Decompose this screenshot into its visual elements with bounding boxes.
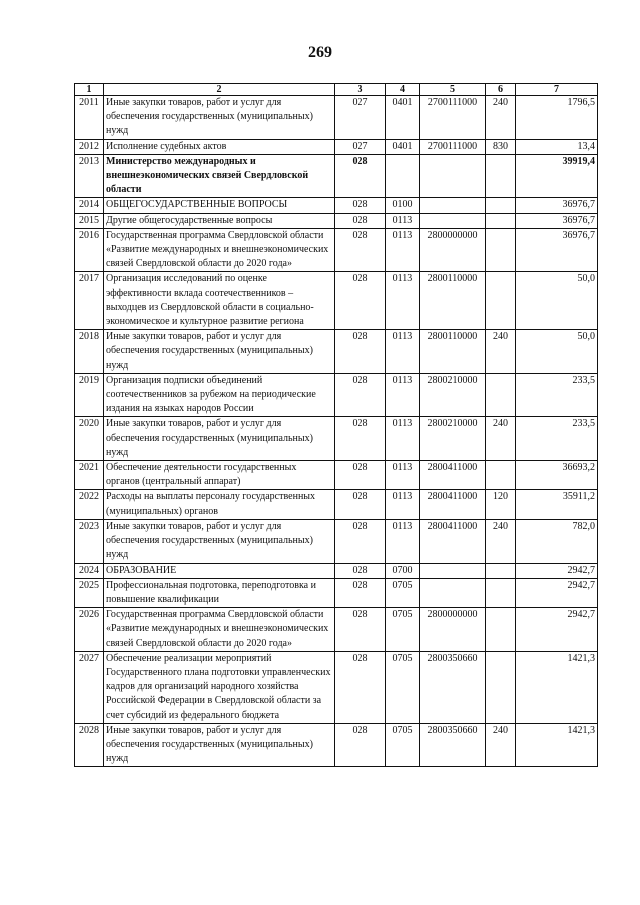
row-target-code-cell: 2800411000 [420, 519, 486, 563]
row-ministry-code-cell: 028 [335, 417, 386, 461]
row-section-code-cell: 0401 [386, 96, 420, 140]
row-ministry-code-cell: 027 [335, 96, 386, 140]
row-target-code-cell: 2800000000 [420, 228, 486, 272]
row-amount-cell: 1421,3 [516, 723, 598, 767]
row-name-cell: Иные закупки товаров, работ и услуг для обеспечения государственных (муниципальных) нужд [104, 330, 335, 374]
row-section-code-cell [386, 154, 420, 198]
row-amount-cell: 36976,7 [516, 228, 598, 272]
row-name-cell: Обеспечение деятельности государственных органов (центральный аппарат) [104, 461, 335, 490]
row-expense-type-cell: 240 [486, 723, 516, 767]
row-number-cell: 2018 [75, 330, 104, 374]
row-target-code-cell [420, 563, 486, 578]
row-ministry-code-cell: 028 [335, 272, 386, 330]
row-amount-cell: 36693,2 [516, 461, 598, 490]
table-row [75, 651, 598, 723]
row-target-code-cell [420, 578, 486, 607]
row-name-cell: Министерство международных и внешнеэкономических связей Свердловской области [104, 154, 335, 198]
header-row [75, 84, 598, 96]
row-number-cell: 2019 [75, 373, 104, 417]
row-expense-type-cell [486, 154, 516, 198]
table-row [75, 578, 598, 607]
row-ministry-code-cell: 028 [335, 519, 386, 563]
row-section-code-cell: 0705 [386, 723, 420, 767]
row-amount-cell: 50,0 [516, 272, 598, 330]
row-number-cell: 2011 [75, 96, 104, 140]
row-expense-type-cell: 240 [486, 330, 516, 374]
header-col-7: 7 [516, 84, 598, 96]
header-col-6: 6 [486, 84, 516, 96]
row-name-cell: Профессиональная подготовка, переподготовка и повышение квалификации [104, 578, 335, 607]
table-row [75, 228, 598, 272]
row-amount-cell: 39919,4 [516, 154, 598, 198]
row-section-code-cell: 0705 [386, 651, 420, 723]
row-name-cell: Обеспечение реализации мероприятий Государственного плана подготовки управленческих кадров для организаций народного хозяйства Российской Федерации в Свердловской области за счет субсидий из федерального бюджета [104, 651, 335, 723]
row-target-code-cell: 2800110000 [420, 330, 486, 374]
row-amount-cell: 782,0 [516, 519, 598, 563]
row-expense-type-cell [486, 461, 516, 490]
header-col-4: 4 [386, 84, 420, 96]
row-number-cell: 2017 [75, 272, 104, 330]
table-row [75, 272, 598, 330]
row-target-code-cell: 2800000000 [420, 608, 486, 652]
row-amount-cell: 233,5 [516, 373, 598, 417]
row-amount-cell: 36976,7 [516, 213, 598, 228]
table-row [75, 96, 598, 140]
row-target-code-cell [420, 154, 486, 198]
row-target-code-cell: 2800350660 [420, 723, 486, 767]
row-name-cell: Организация исследований по оценке эффективности вклада соотечественников – выходцев из Свердловской области в социально-экономическое и культурное развитие региона [104, 272, 335, 330]
row-section-code-cell: 0113 [386, 213, 420, 228]
row-number-cell: 2020 [75, 417, 104, 461]
row-section-code-cell: 0113 [386, 519, 420, 563]
row-section-code-cell: 0705 [386, 578, 420, 607]
row-amount-cell: 50,0 [516, 330, 598, 374]
row-ministry-code-cell: 028 [335, 608, 386, 652]
row-name-cell: Расходы на выплаты персоналу государственных (муниципальных) органов [104, 490, 335, 519]
row-target-code-cell [420, 198, 486, 213]
row-amount-cell: 1421,3 [516, 651, 598, 723]
row-section-code-cell: 0113 [386, 490, 420, 519]
row-ministry-code-cell: 027 [335, 139, 386, 154]
row-section-code-cell: 0700 [386, 563, 420, 578]
table-row [75, 330, 598, 374]
row-expense-type-cell [486, 563, 516, 578]
row-target-code-cell: 2800411000 [420, 461, 486, 490]
header-col-1: 1 [75, 84, 104, 96]
row-ministry-code-cell: 028 [335, 373, 386, 417]
row-amount-cell: 2942,7 [516, 608, 598, 652]
row-number-cell: 2014 [75, 198, 104, 213]
header-col-3: 3 [335, 84, 386, 96]
row-name-cell: Организация подписки объединений соотечественников за рубежом на периодические издания на языках народов России [104, 373, 335, 417]
row-name-cell: Другие общегосударственные вопросы [104, 213, 335, 228]
row-number-cell: 2021 [75, 461, 104, 490]
row-expense-type-cell [486, 272, 516, 330]
header-col-2: 2 [104, 84, 335, 96]
row-section-code-cell: 0113 [386, 417, 420, 461]
row-expense-type-cell [486, 228, 516, 272]
row-amount-cell: 1796,5 [516, 96, 598, 140]
row-expense-type-cell [486, 373, 516, 417]
row-ministry-code-cell: 028 [335, 228, 386, 272]
table-row [75, 417, 598, 461]
row-expense-type-cell: 240 [486, 96, 516, 140]
table-row [75, 213, 598, 228]
row-name-cell: Государственная программа Свердловской области «Развитие международных и внешнеэкономических связей Свердловской области до 2020 года» [104, 608, 335, 652]
table-body [75, 96, 598, 767]
row-number-cell: 2025 [75, 578, 104, 607]
row-section-code-cell: 0113 [386, 373, 420, 417]
row-ministry-code-cell: 028 [335, 213, 386, 228]
row-ministry-code-cell: 028 [335, 723, 386, 767]
row-expense-type-cell [486, 198, 516, 213]
row-ministry-code-cell: 028 [335, 330, 386, 374]
row-target-code-cell [420, 213, 486, 228]
table-row [75, 490, 598, 519]
row-section-code-cell: 0401 [386, 139, 420, 154]
row-target-code-cell: 2700111000 [420, 139, 486, 154]
row-expense-type-cell: 240 [486, 417, 516, 461]
row-target-code-cell: 2800210000 [420, 373, 486, 417]
budget-table [74, 83, 598, 767]
table-row [75, 519, 598, 563]
row-target-code-cell: 2800210000 [420, 417, 486, 461]
row-amount-cell: 2942,7 [516, 578, 598, 607]
row-expense-type-cell: 240 [486, 519, 516, 563]
table-row [75, 139, 598, 154]
row-section-code-cell: 0113 [386, 330, 420, 374]
row-target-code-cell: 2800350660 [420, 651, 486, 723]
header-col-5: 5 [420, 84, 486, 96]
row-number-cell: 2028 [75, 723, 104, 767]
row-section-code-cell: 0113 [386, 461, 420, 490]
row-name-cell: ОБЩЕГОСУДАРСТВЕННЫЕ ВОПРОСЫ [104, 198, 335, 213]
row-section-code-cell: 0113 [386, 228, 420, 272]
row-name-cell: ОБРАЗОВАНИЕ [104, 563, 335, 578]
row-expense-type-cell: 830 [486, 139, 516, 154]
table-row [75, 608, 598, 652]
row-number-cell: 2026 [75, 608, 104, 652]
row-expense-type-cell [486, 213, 516, 228]
row-section-code-cell: 0113 [386, 272, 420, 330]
table-row [75, 461, 598, 490]
row-amount-cell: 2942,7 [516, 563, 598, 578]
row-section-code-cell: 0100 [386, 198, 420, 213]
row-amount-cell: 13,4 [516, 139, 598, 154]
row-number-cell: 2022 [75, 490, 104, 519]
row-expense-type-cell: 120 [486, 490, 516, 519]
row-section-code-cell: 0705 [386, 608, 420, 652]
row-name-cell: Иные закупки товаров, работ и услуг для обеспечения государственных (муниципальных) нужд [104, 417, 335, 461]
row-number-cell: 2023 [75, 519, 104, 563]
row-number-cell: 2013 [75, 154, 104, 198]
row-amount-cell: 35911,2 [516, 490, 598, 519]
page-number: 269 [308, 44, 332, 61]
row-ministry-code-cell: 028 [335, 461, 386, 490]
row-target-code-cell: 2700111000 [420, 96, 486, 140]
row-name-cell: Государственная программа Свердловской области «Развитие международных и внешнеэкономических связей Свердловской области до 2020 года» [104, 228, 335, 272]
row-name-cell: Иные закупки товаров, работ и услуг для обеспечения государственных (муниципальных) нужд [104, 519, 335, 563]
row-number-cell: 2015 [75, 213, 104, 228]
row-name-cell: Исполнение судебных актов [104, 139, 335, 154]
row-expense-type-cell [486, 608, 516, 652]
row-amount-cell: 36976,7 [516, 198, 598, 213]
row-ministry-code-cell: 028 [335, 651, 386, 723]
row-ministry-code-cell: 028 [335, 578, 386, 607]
row-ministry-code-cell: 028 [335, 490, 386, 519]
row-name-cell: Иные закупки товаров, работ и услуг для обеспечения государственных (муниципальных) нужд [104, 723, 335, 767]
row-amount-cell: 233,5 [516, 417, 598, 461]
row-ministry-code-cell: 028 [335, 198, 386, 213]
row-target-code-cell: 2800411000 [420, 490, 486, 519]
row-target-code-cell: 2800110000 [420, 272, 486, 330]
table-row [75, 373, 598, 417]
table-row [75, 154, 598, 198]
row-ministry-code-cell: 028 [335, 563, 386, 578]
table-row [75, 563, 598, 578]
row-name-cell: Иные закупки товаров, работ и услуг для обеспечения государственных (муниципальных) нужд [104, 96, 335, 140]
table-row [75, 198, 598, 213]
row-expense-type-cell [486, 651, 516, 723]
row-expense-type-cell [486, 578, 516, 607]
row-number-cell: 2016 [75, 228, 104, 272]
row-ministry-code-cell: 028 [335, 154, 386, 198]
row-number-cell: 2024 [75, 563, 104, 578]
table-row [75, 723, 598, 767]
row-number-cell: 2012 [75, 139, 104, 154]
row-number-cell: 2027 [75, 651, 104, 723]
